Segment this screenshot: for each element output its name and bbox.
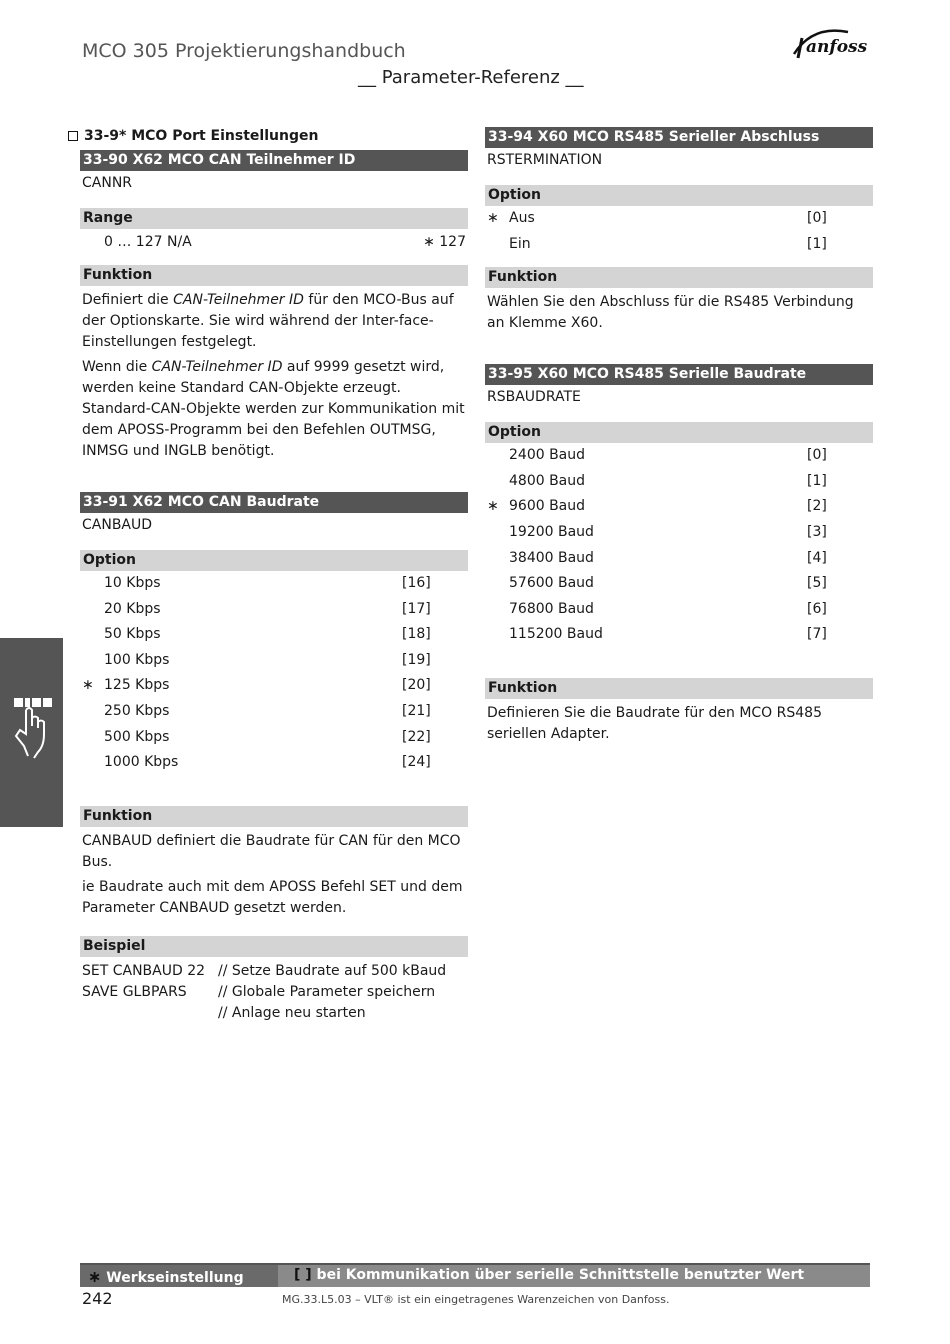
option-row [80,648,468,674]
option-header: Option [485,422,873,443]
option-label: 38400 Baud [509,549,594,566]
option-label: Ein [509,235,531,252]
option-label: Aus [509,210,535,226]
param-3394-mnemonic: RSTERMINATION [487,152,603,168]
option-row [80,750,468,776]
option-value: [3] [807,523,827,540]
example-block [80,961,468,1024]
option-header: Option [80,550,468,571]
option-row [80,597,468,623]
option-row [485,206,873,232]
param-3391-description-1: CANBAUD definiert die Baudrate für CAN für den MCO Bus. [82,832,461,870]
checkbox-square-icon [68,131,78,141]
option-list [485,206,873,257]
beispiel-header: Beispiel [80,936,468,957]
option-list [80,571,468,776]
section-heading: 33-9* MCO Port Einstellungen [68,128,468,144]
keypad-hand-icon [12,696,56,760]
example-line [80,1003,468,1024]
range-value: 0 … 127 N/A [104,234,192,250]
option-value: [24] [402,754,431,771]
danfoss-logo [788,24,888,64]
trademark-note: MG.33.L5.03 – VLT® ist ein eingetragenes Warenzeichen von Danfoss. [282,1293,670,1306]
option-value: [7] [807,626,827,643]
option-row [485,571,873,597]
option-label: 50 Kbps [104,626,161,643]
option-value: [16] [402,575,431,591]
option-list [485,443,873,648]
option-label: 2400 Baud [509,447,586,464]
option-label: 500 Kbps [104,728,170,745]
option-value: [20] [402,677,431,694]
param-3390-mnemonic: CANNR [82,175,133,191]
funktion-header: Funktion [485,267,873,288]
option-row [485,232,873,258]
param-3395-mnemonic: RSBAUDRATE [487,389,581,406]
option-row [485,494,873,520]
option-label: 100 Kbps [104,651,170,668]
chapter-title: __ Parameter-Referenz __ [358,67,584,88]
param-3394-title: 33-94 X60 MCO RS485 Serieller Abschluss [485,127,873,148]
range-row [80,229,468,255]
option-label: 1000 Kbps [104,754,179,771]
param-3391-description-2: ie Baudrate auch mit dem APOSS Befehl SET und dem Parameter CANBAUD gesetzt werden. [82,878,463,916]
example-comment: // Setze Baudrate auf 500 kBaud [218,962,447,979]
default-marker: ∗ [487,210,499,226]
option-label: 19200 Baud [509,523,594,540]
option-label: 76800 Baud [509,600,594,617]
page-number: 242 [82,1289,113,1308]
svg-text:anfoss: anfoss [806,37,868,57]
option-value: [0] [807,210,827,226]
option-row [485,520,873,546]
option-value: [2] [807,498,827,515]
option-row [80,673,468,699]
legend-default: ∗ Werkseinstellung [88,1267,244,1286]
option-label: 125 Kbps [104,677,170,694]
param-3395-description: Definieren Sie die Baudrate für den MCO RS485 seriellen Adapter. [487,704,822,742]
option-value: [22] [402,728,431,745]
default-marker: ∗ [82,677,94,694]
example-line [80,982,468,1003]
param-3390-description-1: Definiert die CAN-Teilnehmer ID für den MCO-Bus auf der Optionskarte. Sie wird während der Inter-face-Einstellungen festgelegt. [82,292,454,350]
option-label: 9600 Baud [509,498,586,515]
legend-serial: [ ] bei Kommunikation über serielle Schnittstelle benutzter Wert [294,1267,805,1283]
option-value: [21] [402,702,431,719]
example-command [82,1003,218,1024]
option-row [80,699,468,725]
example-command: SAVE GLBPARS [82,983,187,1000]
option-row [485,546,873,572]
param-3391-mnemonic: CANBAUD [82,517,153,533]
example-comment: // Globale Parameter speichern [218,983,436,1000]
option-row [80,622,468,648]
option-value: [5] [807,575,827,592]
right-column [485,127,873,745]
option-label: 57600 Baud [509,575,594,592]
param-3390-title: 33-90 X62 MCO CAN Teilnehmer ID [80,150,468,171]
option-label: 4800 Baud [509,472,586,489]
option-row [485,597,873,623]
example-command: SET CANBAUD 22 [82,962,206,979]
option-label: 115200 Baud [509,626,603,643]
param-3391-title: 33-91 X62 MCO CAN Baudrate [80,492,468,513]
option-label: 250 Kbps [104,702,170,719]
option-value: [1] [807,472,827,489]
example-line [80,961,468,982]
left-column [80,128,468,1024]
option-label: 10 Kbps [104,575,161,591]
funktion-header: Funktion [485,678,873,699]
chapter-side-tab [0,638,63,827]
option-label: 20 Kbps [104,600,161,617]
option-header: Option [485,185,873,206]
example-comment: // Anlage neu starten [218,1004,366,1021]
param-3394-description: Wählen Sie den Abschluss für die RS485 Verbindung an Klemme X60. [487,294,854,332]
option-row [485,469,873,495]
option-value: [4] [807,549,827,566]
option-value: [19] [402,651,431,668]
document-title: MCO 305 Projektierungshandbuch [82,40,406,62]
option-row [485,622,873,648]
param-3390-description-2: Wenn die CAN-Teilnehmer ID auf 9999 gesetzt wird, werden keine Standard CAN-Objekte erzeugt. Standard-CAN-Objekte werden zur Kommunikation mit dem APOSS-Programm bei den Befehlen OUTMSG, INMSG und INGLB benötigt. [82,359,465,459]
option-row [80,571,468,597]
option-value: [1] [807,235,827,252]
funktion-header: Funktion [80,806,468,827]
range-default: ∗ 127 [423,234,466,250]
option-value: [0] [807,447,827,464]
option-row [485,443,873,469]
range-header: Range [80,208,468,229]
default-marker: ∗ [487,498,499,515]
funktion-header: Funktion [80,265,468,286]
param-3395-title: 33-95 X60 MCO RS485 Serielle Baudrate [485,364,873,385]
option-value: [17] [402,600,431,617]
option-value: [6] [807,600,827,617]
option-value: [18] [402,626,431,643]
footer-legend-bar [80,1263,870,1287]
option-row [80,725,468,751]
